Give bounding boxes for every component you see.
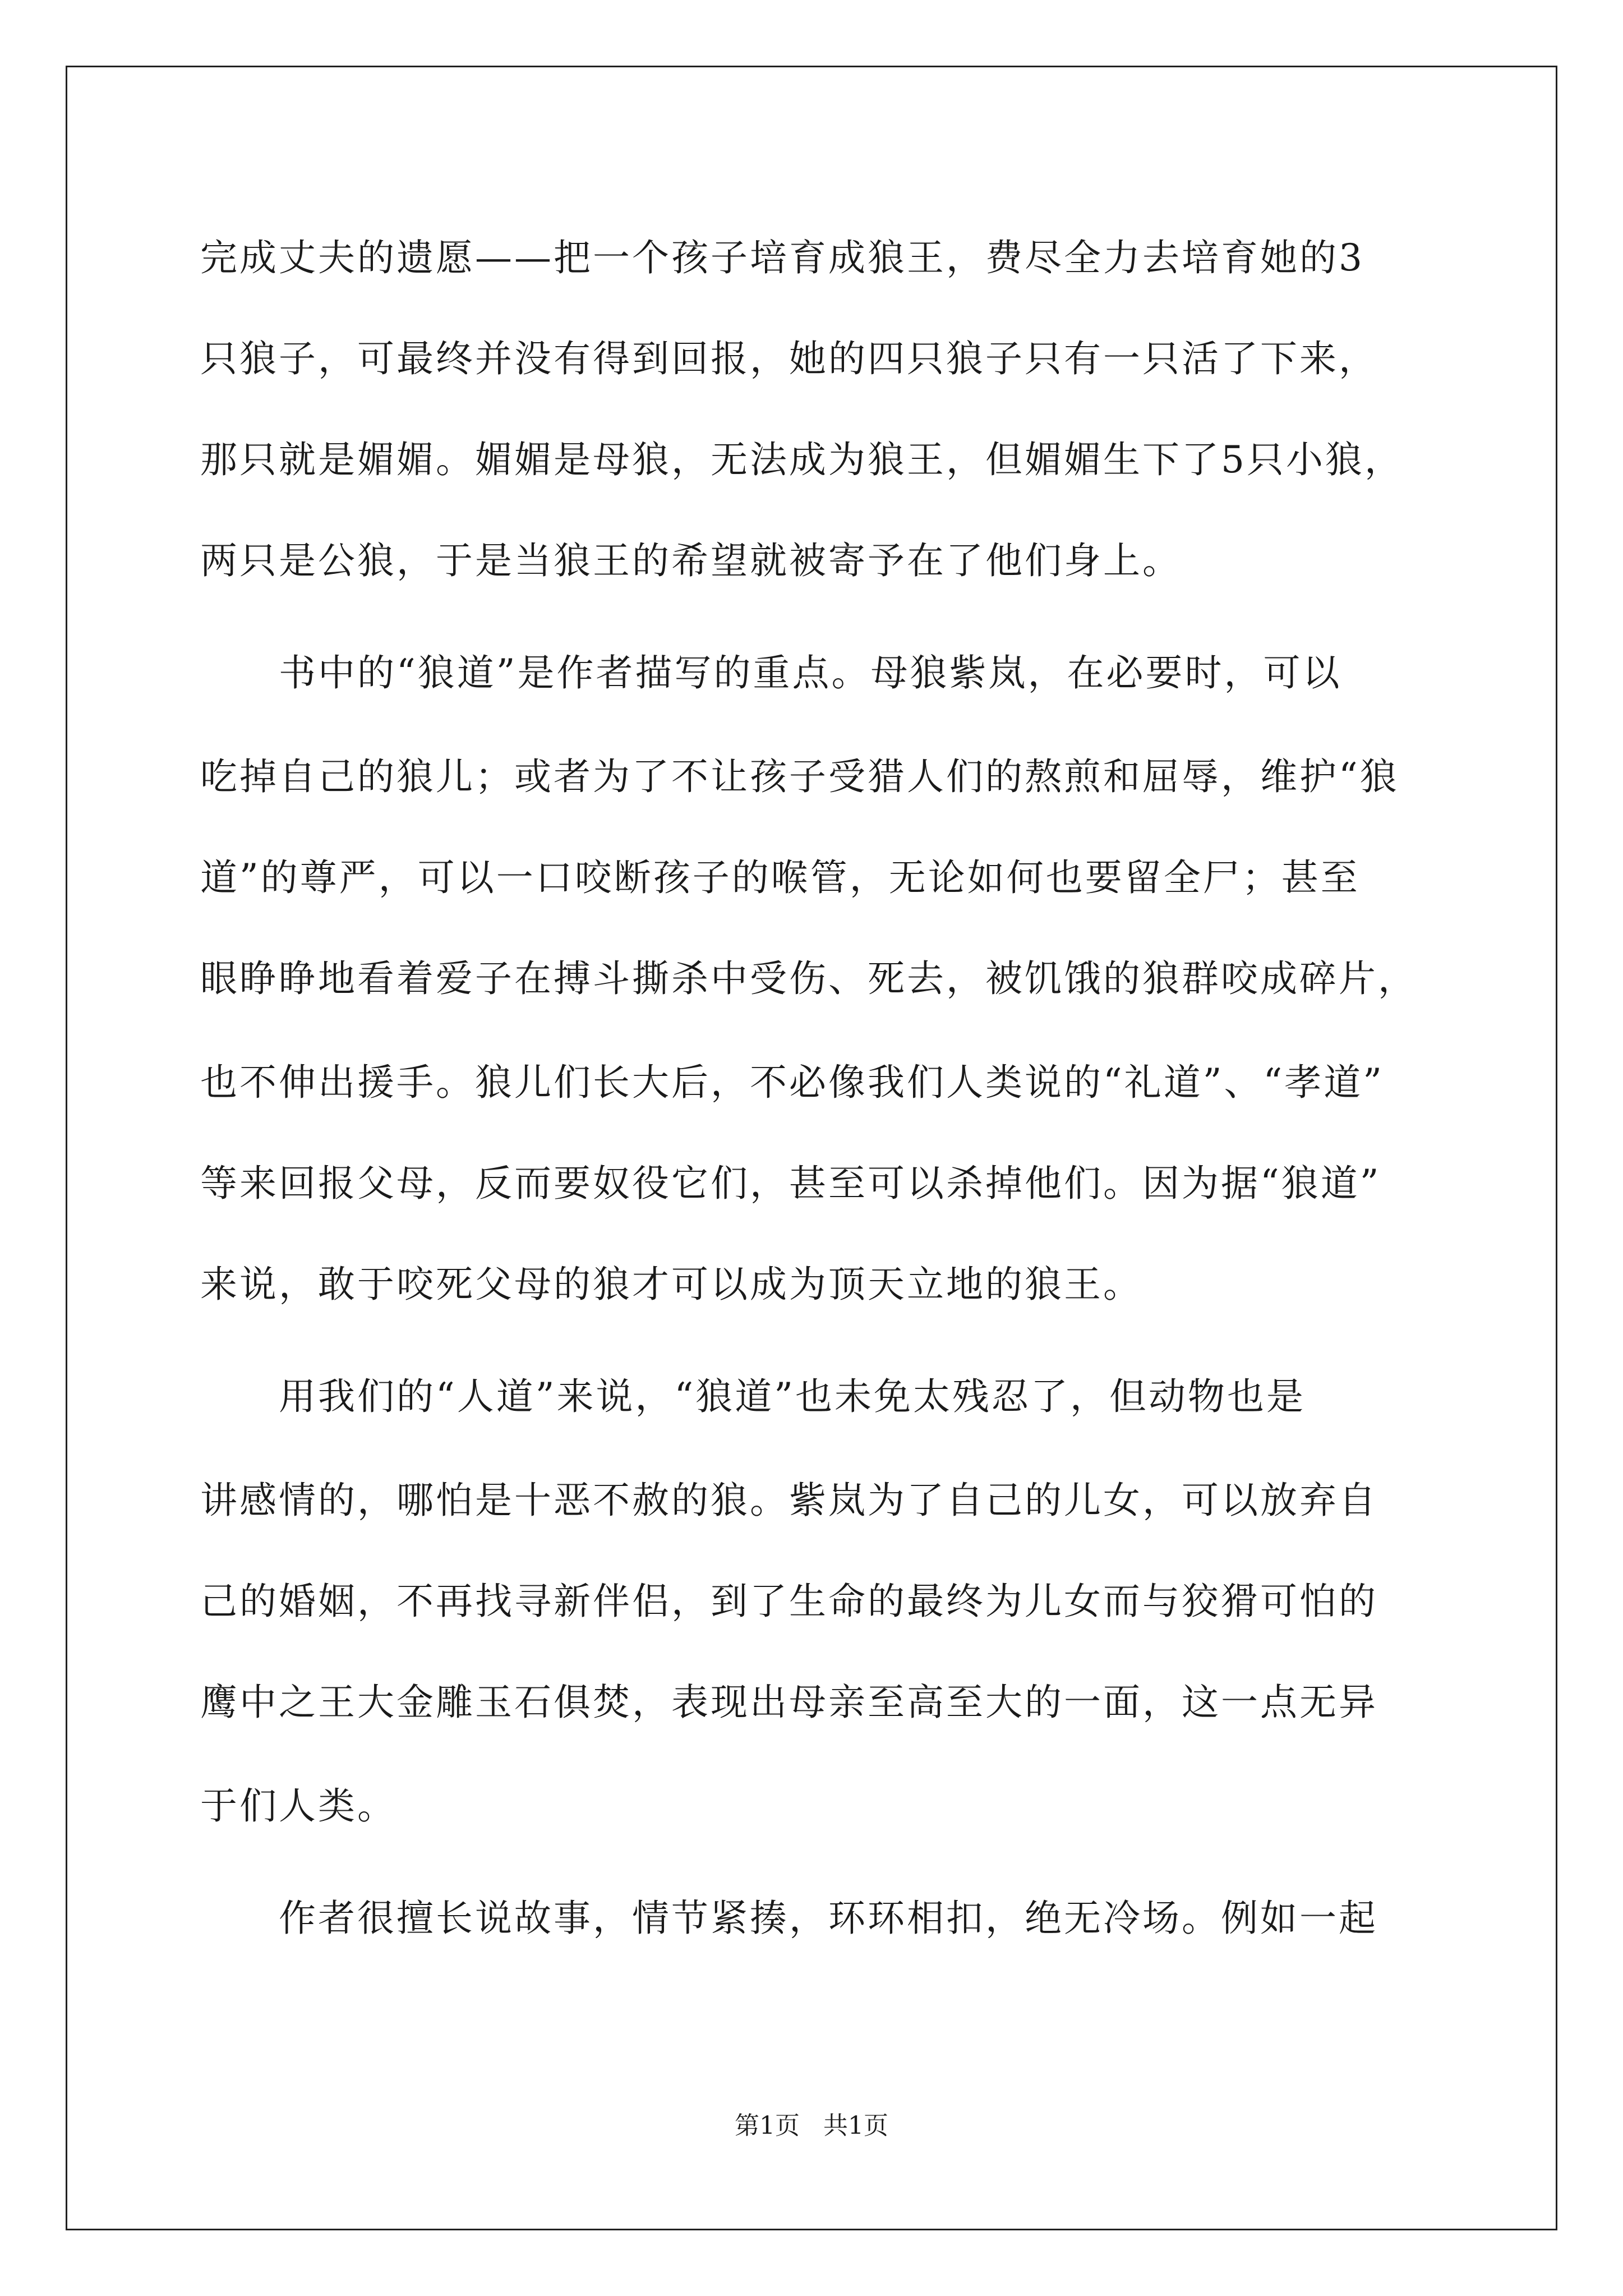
paragraph-start-line: 书中的“狼道”是作者描写的重点。母狼紫岚，在必要时，可以 [279,651,1342,694]
text-line: 眼睁睁地看着爱子在搏斗撕杀中受伤、死去，被饥饿的狼群咬成碎片， [200,957,1417,1000]
text-line: 完成丈夫的遗愿——把一个孩子培育成狼王，费尽全力去培育她的3 [200,236,1364,279]
page-footer: 第1页 共1页 [735,2111,888,2140]
paragraph-start-line: 作者很擅长说故事，情节紧揍，环环相扣，绝无冷场。例如一起 [279,1897,1378,1940]
text-line: 于们人类。 [200,1784,396,1828]
text-line: 讲感情的，哪怕是十恶不赦的狼。紫岚为了自己的儿女，可以放弃自 [200,1479,1378,1522]
paragraph-start-line: 用我们的“人道”来说，“狼道”也未免太残忍了，但动物也是 [279,1375,1306,1418]
text-line: 那只就是媚媚。媚媚是母狼，无法成为狼王，但媚媚生下了5只小狼， [200,438,1404,481]
text-line: 也不伸出援手。狼儿们长大后，不必像我们人类说的“礼道”、“孝道” [200,1061,1384,1104]
text-line: 来说，敢于咬死父母的狼才可以成为顶天立地的狼王。 [200,1263,1142,1306]
text-line: 两只是公狼，于是当狼王的希望就被寄予在了他们身上。 [200,539,1182,582]
text-line: 己的婚姻，不再找寻新伴侣，到了生命的最终为儿女而与狡猾可怕的 [200,1580,1378,1623]
text-line: 只狼子，可最终并没有得到回报，她的四只狼子只有一只活了下来， [200,337,1378,380]
text-line: 鹰中之王大金雕玉石俱焚，表现出母亲至高至大的一面，这一点无异 [200,1681,1378,1724]
text-line: 吃掉自己的狼儿；或者为了不让孩子受猎人们的熬煎和屈辱，维护“狼 [200,755,1399,798]
text-line: 道”的尊严，可以一口咬断孩子的喉管，无论如何也要留全尸；甚至 [200,856,1360,899]
text-line: 等来回报父母，反而要奴役它们，甚至可以杀掉他们。因为据“狼道” [200,1162,1381,1205]
